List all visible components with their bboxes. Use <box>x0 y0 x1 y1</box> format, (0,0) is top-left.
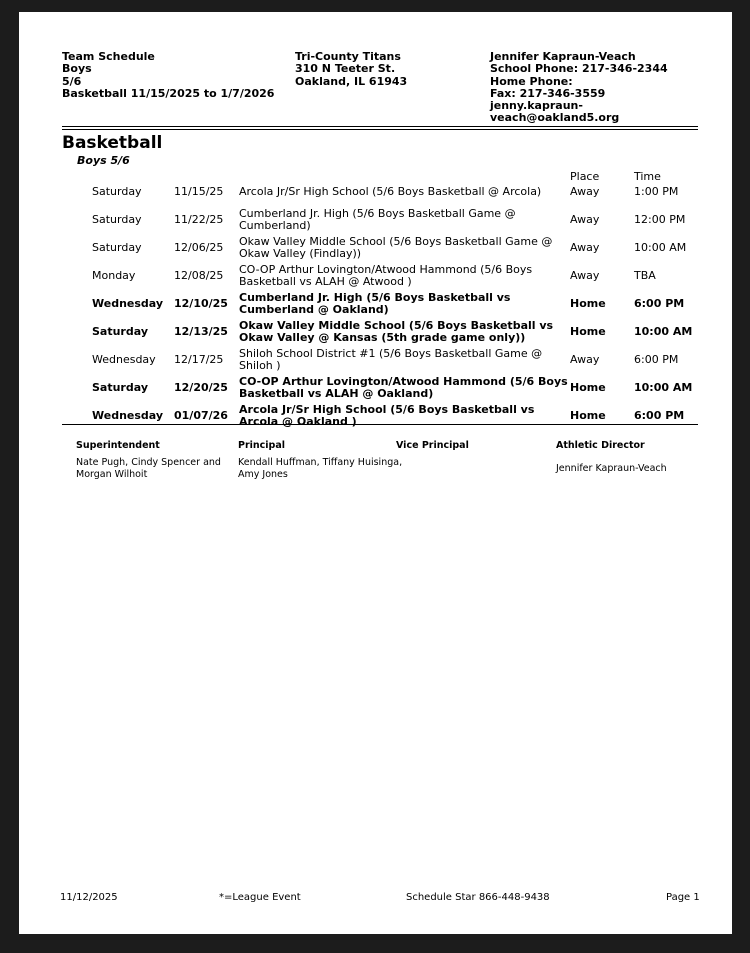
game-place: Home <box>570 380 606 394</box>
game-place: Away <box>570 184 600 198</box>
table-bottom-rule <box>62 424 698 425</box>
game-place: Home <box>570 296 606 310</box>
column-header-place: Place <box>570 170 600 183</box>
game-date: 12/17/25 <box>174 352 224 366</box>
staff-block <box>238 440 402 481</box>
game-opponent: Arcola Jr/Sr High School (5/6 Boys Basketball @ Arcola) <box>239 184 542 198</box>
game-place: Home <box>570 324 606 338</box>
game-row <box>19 234 732 262</box>
game-opponent: CO-OP Arthur Lovington/Atwood Hammond (5/6 Boys Basketball vs ALAH @ Atwood ) <box>239 262 533 288</box>
header-left-line: Boys <box>62 62 92 76</box>
game-date: 12/20/25 <box>174 380 228 394</box>
header-right-line: School Phone: 217-346-2344 <box>490 62 668 76</box>
footer-league-note: *=League Event <box>219 892 301 903</box>
game-date: 11/15/25 <box>174 184 224 198</box>
game-opponent: Cumberland Jr. High (5/6 Boys Basketball vs Cumberland @ Oakland) <box>239 290 511 316</box>
game-day: Saturday <box>92 184 142 198</box>
game-row <box>19 178 732 206</box>
header-right-line: veach@oakland5.org <box>490 111 620 125</box>
staff-title: Superintendent <box>76 440 160 451</box>
header-right-line: Jennifer Kapraun-Veach <box>490 50 636 63</box>
staff-name: Nate Pugh, Cindy Spencer and <box>76 457 221 468</box>
game-day: Saturday <box>92 324 148 338</box>
game-date: 12/10/25 <box>174 296 228 310</box>
game-day: Saturday <box>92 380 148 394</box>
game-opponent: Shiloh School District #1 (5/6 Boys Basketball Game @ Shiloh ) <box>239 346 543 372</box>
game-time: 10:00 AM <box>634 380 693 394</box>
game-time: 1:00 PM <box>634 184 679 198</box>
header-right-line: jenny.kapraun- <box>490 99 583 113</box>
game-place: Away <box>570 212 600 226</box>
game-place: Away <box>570 240 600 254</box>
game-row <box>19 206 732 234</box>
header-divider <box>62 126 698 127</box>
game-row <box>19 402 732 430</box>
header-right-line: Home Phone: <box>490 74 573 88</box>
game-day: Wednesday <box>92 296 164 310</box>
staff-name: Amy Jones <box>238 469 288 480</box>
footer-page-number: Page 1 <box>666 892 700 903</box>
header-right-line: Fax: 217-346-3559 <box>490 86 606 100</box>
game-time: 10:00 AM <box>634 324 693 338</box>
staff-name: Morgan Wilhoit <box>76 469 148 480</box>
staff-name: Jennifer Kapraun-Veach <box>556 463 667 474</box>
game-date: 01/07/26 <box>174 408 228 422</box>
schedule-page <box>19 12 732 934</box>
game-day: Monday <box>92 268 136 282</box>
game-time: 6:00 PM <box>634 352 679 366</box>
game-opponent: Arcola Jr/Sr High School (5/6 Boys Basketball vs Arcola @ Oakland ) <box>239 402 535 428</box>
game-row <box>19 318 732 346</box>
game-place: Away <box>570 268 600 282</box>
header-center-line: 310 N Teeter St. <box>295 62 396 76</box>
game-date: 12/06/25 <box>174 240 224 254</box>
header-team-info <box>62 51 274 100</box>
footer-vendor: Schedule Star 866-448-9438 <box>406 892 550 903</box>
game-date: 11/22/25 <box>174 212 224 226</box>
game-opponent: CO-OP Arthur Lovington/Atwood Hammond (5/6 Boys Basketball vs ALAH @ Oakland) <box>239 374 568 400</box>
game-day: Wednesday <box>92 408 164 422</box>
team-subtitle: Boys 5/6 <box>77 154 130 167</box>
game-opponent: Okaw Valley Middle School (5/6 Boys Basketball vs Okaw Valley @ Kansas (5th grade game only)) <box>239 318 554 344</box>
header-contact <box>490 51 668 125</box>
game-date: 12/13/25 <box>174 324 228 338</box>
staff-name: Kendall Huffman, Tiffany Huisinga, <box>238 457 403 468</box>
header-left-line: 5/6 <box>62 74 82 88</box>
game-row <box>19 374 732 402</box>
header-left-line: Team Schedule <box>62 50 155 63</box>
header-divider <box>62 129 698 130</box>
game-time: 6:00 PM <box>634 296 685 310</box>
game-row <box>19 290 732 318</box>
game-row <box>19 346 732 374</box>
game-place: Away <box>570 352 600 366</box>
game-date: 12/08/25 <box>174 268 224 282</box>
game-time: 10:00 AM <box>634 240 687 254</box>
staff-title: Vice Principal <box>396 440 469 451</box>
header-school-address <box>295 51 407 88</box>
sport-title: Basketball <box>62 133 163 153</box>
staff-block <box>396 440 469 457</box>
game-time: 12:00 PM <box>634 212 686 226</box>
column-header-time: Time <box>634 170 661 183</box>
staff-title: Principal <box>238 440 286 451</box>
game-row <box>19 262 732 290</box>
staff-title: Athletic Director <box>556 440 645 451</box>
game-day: Saturday <box>92 212 142 226</box>
game-day: Wednesday <box>92 352 156 366</box>
game-place: Home <box>570 408 606 422</box>
header-center-line: Oakland, IL 61943 <box>295 74 408 88</box>
footer-date: 11/12/2025 <box>60 892 118 903</box>
staff-block <box>76 440 221 481</box>
staff-block <box>556 440 667 475</box>
game-opponent: Okaw Valley Middle School (5/6 Boys Basketball Game @ Okaw Valley (Findlay)) <box>239 234 553 260</box>
header-center-line: Tri-County Titans <box>295 50 401 63</box>
header-left-line: Basketball 11/15/2025 to 1/7/2026 <box>62 86 275 100</box>
game-day: Saturday <box>92 240 142 254</box>
game-time: TBA <box>634 268 656 282</box>
game-opponent: Cumberland Jr. High (5/6 Boys Basketball Game @ Cumberland) <box>239 206 516 232</box>
game-time: 6:00 PM <box>634 408 685 422</box>
